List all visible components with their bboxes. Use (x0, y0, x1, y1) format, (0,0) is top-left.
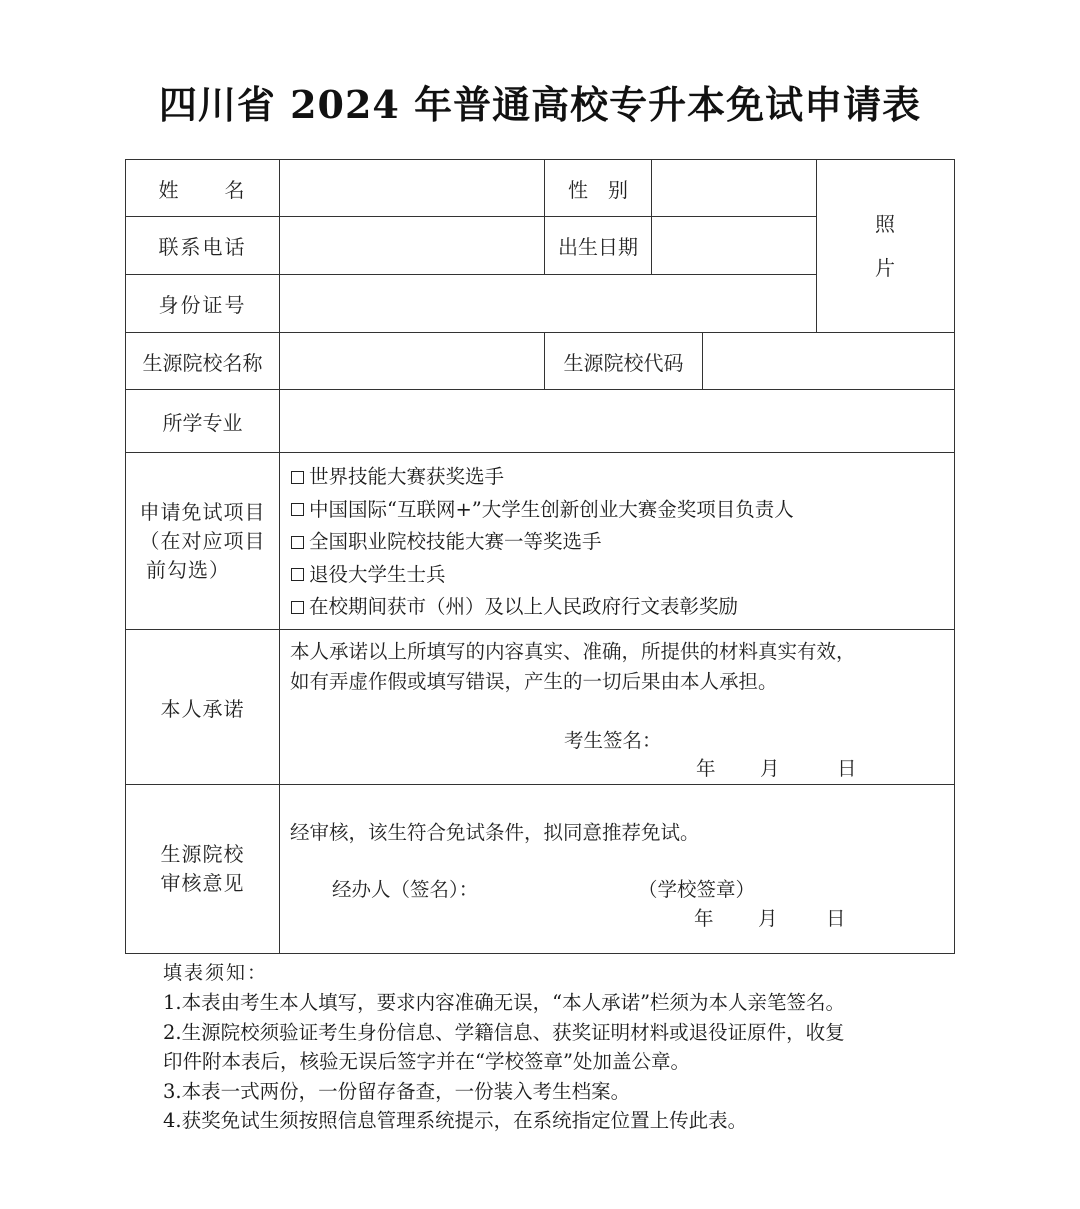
birth-label: 出生日期 (558, 235, 638, 259)
option-label: 全国职业院校技能大赛一等奖选手 (309, 530, 602, 553)
exempt-label-line3: 前勾选） (146, 557, 230, 582)
pledge-text-line1: 本人承诺以上所填写的内容真实、准确，所提供的材料真实有效， (290, 640, 856, 663)
review-year: 年 (694, 907, 714, 930)
pledge-text-line2: 如有弄虚作假或填写错误，产生的一切后果由本人承担。 (290, 670, 778, 693)
pledge-month: 月 (760, 757, 780, 780)
name-label: 姓 名 (158, 177, 247, 202)
checkbox[interactable] (291, 601, 304, 614)
checkbox[interactable] (291, 536, 304, 549)
review-label (126, 785, 279, 953)
pledge-sign-label: 考生签名： (564, 729, 662, 752)
photo-area[interactable] (816, 160, 954, 332)
gender-field[interactable] (652, 160, 816, 216)
school-code-field[interactable] (703, 333, 953, 389)
checkbox[interactable] (291, 471, 304, 484)
page-title: 四川省 2024 年普通高校专升本免试申请表 (158, 82, 922, 127)
exempt-option[interactable] (291, 494, 951, 527)
option-label: 中国国际“互联网+”大学生创新创业大赛金奖项目负责人 (309, 497, 794, 521)
exempt-option[interactable] (291, 461, 951, 494)
instruction-item: 3.本表一式两份，一份留存备查，一份装入考生档案。 (163, 1079, 631, 1103)
exempt-label-line2: （在对应项目 (139, 528, 266, 553)
review-label-line1: 生源院校 (160, 842, 245, 866)
name-field[interactable] (280, 160, 544, 216)
instructions-title: 填表须知： (163, 962, 269, 984)
exempt-option[interactable] (291, 591, 951, 624)
phone-field[interactable] (280, 217, 544, 274)
major-label: 所学专业 (162, 410, 243, 435)
exempt-label-line1: 申请免试项目 (139, 499, 266, 524)
school-code-label: 生源院校代码 (563, 350, 684, 375)
instruction-item: 1.本表由考生本人填写，要求内容准确无误，“本人承诺”栏须为本人亲笔签名。 (163, 991, 846, 1014)
checkbox[interactable] (291, 503, 304, 516)
instruction-item: 2.生源院校须验证考生身份信息、学籍信息、获奖证明材料或退役证原件，收复 (163, 1020, 845, 1044)
checkbox[interactable] (291, 568, 304, 581)
pledge-signature-field[interactable] (666, 723, 946, 751)
pledge-day: 日 (837, 757, 857, 780)
major-field[interactable] (280, 390, 953, 452)
exempt-option[interactable] (291, 559, 951, 592)
instruction-item: 印件附本表后，核验无误后签字并在“学校签章”处加盖公章。 (163, 1050, 690, 1073)
gender-label: 性 别 (568, 177, 628, 202)
option-label: 退役大学生士兵 (309, 562, 446, 586)
instructions (163, 958, 963, 1136)
photo-label-1: 照 (875, 212, 895, 236)
exempt-options (291, 461, 951, 624)
pledge-label: 本人承诺 (160, 696, 245, 721)
review-stamp-label: （学校签章） (638, 878, 756, 901)
review-handler-label: 经办人（签名）： (332, 878, 479, 901)
id-label: 身份证号 (158, 293, 247, 317)
instruction-item: 4.获奖免试生须按照信息管理系统提示，在系统指定位置上传此表。 (163, 1109, 748, 1132)
application-form-table (125, 159, 955, 954)
option-label: 在校期间获市（州）及以上人民政府行文表彰奖励 (309, 595, 739, 618)
option-label: 世界技能大赛获奖选手 (309, 465, 505, 488)
review-month: 月 (758, 907, 778, 930)
review-label-line2: 审核意见 (160, 871, 245, 895)
birth-field[interactable] (652, 217, 816, 274)
exempt-option[interactable] (291, 526, 951, 559)
exempt-label (126, 453, 279, 629)
school-name-label: 生源院校名称 (142, 350, 263, 375)
photo-label-2: 片 (875, 256, 895, 280)
school-name-field[interactable] (280, 333, 544, 389)
phone-label: 联系电话 (158, 235, 247, 259)
id-field[interactable] (280, 275, 816, 332)
pledge-year: 年 (696, 757, 716, 780)
review-day: 日 (826, 907, 846, 930)
review-text: 经审核，该生符合免试条件，拟同意推荐免试。 (290, 821, 700, 844)
